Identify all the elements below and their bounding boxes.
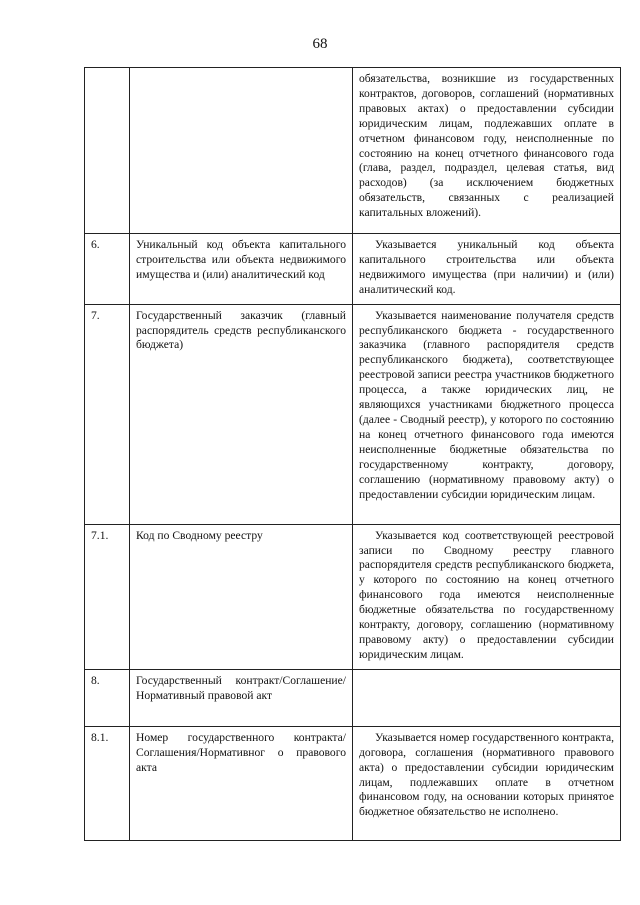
table-row xyxy=(85,234,621,305)
field-description xyxy=(353,524,621,669)
description-text: Указывается наименование получателя средств республиканского бюджета - государственного заказчика (главного распорядителя средств республиканского бюджета), соответствующее реестровой записи реестра участников бюджетного процесса, а также юридических лиц, не являющихся участниками бюджетного процесса (далее - Сводный реестр), у которого по состоянию на конец отчетного финансового года имеются неисполненные бюджетные обязательства по государственному контракту, договору, соглашению (нормативному правовому акту) о предоставлении субсидии юридическим лицам. xyxy=(359,308,614,501)
field-name: Государственный заказчик (главный распорядитель средств республиканского бюджета) xyxy=(130,304,353,524)
row-number: 8. xyxy=(85,669,130,726)
table-row xyxy=(85,726,621,840)
field-description xyxy=(353,234,621,305)
field-name: Код по Сводному реестру xyxy=(130,524,353,669)
field-description xyxy=(353,726,621,840)
row-number: 6. xyxy=(85,234,130,305)
field-description xyxy=(353,669,621,726)
row-number: 8.1. xyxy=(85,726,130,840)
description-text: Указывается номер государственного контракта, договора, соглашения (нормативного правового акта) о предоставлении субсидии юридическим лицам, подлежавших оплате в отчетном финансовом году, на основании которых принятое бюджетное обязательство не исполнено. xyxy=(359,730,614,819)
instructions-table xyxy=(84,67,621,841)
row-number: 7. xyxy=(85,304,130,524)
row-number xyxy=(85,68,130,234)
field-name: Номер государственного контракта/Соглашения/Нормативног о правового акта xyxy=(130,726,353,840)
description-text: Указывается уникальный код объекта капитального строительства или объекта недвижимого имущества (при наличии) и (или) аналитический код. xyxy=(359,238,614,296)
field-description xyxy=(353,68,621,234)
field-name: Уникальный код объекта капитального строительства или объекта недвижимого имущества и (или) аналитический код xyxy=(130,234,353,305)
table-row xyxy=(85,304,621,524)
field-description xyxy=(353,304,621,524)
description-text: Указывается код соответствующей реестровой записи по Сводному реестру главного распорядителя средств республиканского бюджета, у которого по состоянию на конец отчетного финансового года имеются неисполненные бюджетные обязательства по государственному контракту, договору, соглашению (нормативному правовому акту) о предоставлении субсидии юридическим лицам. xyxy=(359,528,614,661)
table-row xyxy=(85,524,621,669)
table-row xyxy=(85,68,621,234)
description-text: обязательства, возникшие из государственных контрактов, договоров, соглашений (нормативных правовых актах) о предоставлении субсидии юридическим лицам, подлежавших оплате в отчетном финансовом году, неисполненные по состоянию на конец отчетного финансового года (глава, раздел, подраздел, целевая статья, вид расходов) (за исключением бюджетных обязательств, связанных с реализацией капитальных вложений). xyxy=(359,72,614,220)
field-name xyxy=(130,68,353,234)
table-row xyxy=(85,669,621,726)
field-name: Государственный контракт/Соглашение/Нормативный правовой акт xyxy=(130,669,353,726)
row-number: 7.1. xyxy=(85,524,130,669)
page-number: 68 xyxy=(312,36,328,52)
